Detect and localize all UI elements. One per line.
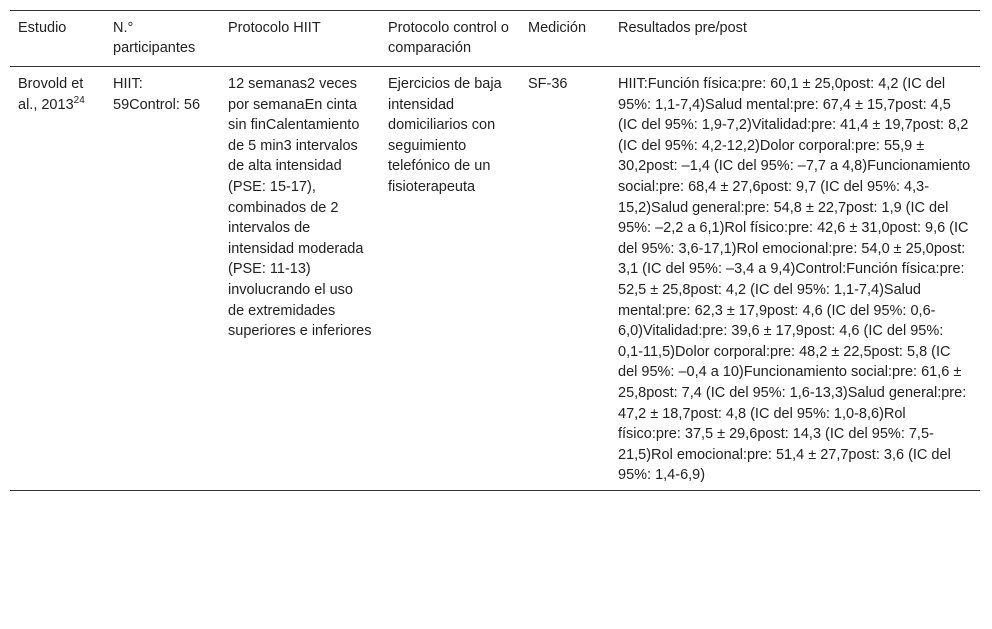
header-protocolo-hiit: Protocolo HIIT xyxy=(228,20,321,36)
cell-protocolo-hiit: 12 semanas2 veces por semanaEn cinta sin finCalentamiento de 5 min3 intervalos de alta intensidad (PSE: 15-17), combinados de 2 intervalos de intensidad moderada (PSE: 11-13) involucrando el uso de extremidades superiores e inferiores xyxy=(228,76,372,340)
cell-resultados: HIIT:Función física:pre: 60,1 ± 25,0post: 4,2 (IC del 95%: 1,1-7,4)Salud mental:pre: 67,4 ± 15,7post: 4,5 (IC del 95%: 1,9-7,2)Vitalidad:pre: 41,4 ± 19,7post: 8,2 (IC del 95%: 4,2-12,2)Dolor corporal:pre: 55,9 ± 30,2post: –1,4 (IC del 95%: –7,7 a 4,8)Funcionamiento social:pre: 68,4 ± 27,6post: 9,7 (IC del 95%: 4,3-15,2)Salud general:pre: 54,8 ± 22,7post: 1,9 (IC del 95%: –2,2 a 6,1)Rol físico:pre: 42,6 ± 31,0post: 9,6 (IC del 95%: 3,6-17,1)Rol emocional:pre: 54,0 ± 25,0post: 3,1 (IC del 95%: –3,4 a 9,4)Control:Función física:pre: 52,5 ± 25,8post: 4,2 (IC del 95%: 1,1-7,4)Salud mental:pre: 62,3 ± 17,9post: 4,6 (IC del 95%: 0,6-6,0)Vitalidad:pre: 39,6 ± 17,9post: 4,6 (IC del 95%: 0,1-11,5)Dolor corporal:pre: 48,2 ± 22,5post: 5,8 (IC del 95%: –0,4 a 10)Funcionamiento social:pre: 61,6 ± 25,8post: 7,4 (IC del 95%: 1,6-13,3)Salud general:pre: 47,2 ± 18,7post: 4,8 (IC del 95%: 1,0-8,6)Rol físico:pre: 37,5 ± 29,6post: 14,3 (IC del 95%: 7,5-21,5)Rol emocional:pre: 51,4 ± 27,7post: 3,6 (IC del 95%: 1,4-6,9) xyxy=(618,76,971,484)
cell-estudio xyxy=(10,67,105,491)
cell-protocolo-control: Ejercicios de baja intensidad domiciliarios con seguimiento telefónico de un fisioterapeuta xyxy=(388,76,502,195)
header-medicion: Medición xyxy=(528,20,587,36)
study-name: Brovold et al., 2013 xyxy=(18,76,84,113)
results-table xyxy=(10,10,980,491)
cell-medicion: SF-36 xyxy=(528,76,568,92)
table-row xyxy=(10,67,980,491)
header-protocolo-control: Protocolo control o comparación xyxy=(388,20,509,56)
header-resultados: Resultados pre/post xyxy=(618,20,747,36)
table-header xyxy=(10,11,980,67)
study-reference: 24 xyxy=(73,94,85,106)
cell-participantes: HIIT: 59Control: 56 xyxy=(113,76,201,113)
table-body xyxy=(10,67,980,491)
header-row xyxy=(10,11,980,67)
header-estudio: Estudio xyxy=(18,20,67,36)
header-participantes: N.° participantes xyxy=(113,20,196,56)
